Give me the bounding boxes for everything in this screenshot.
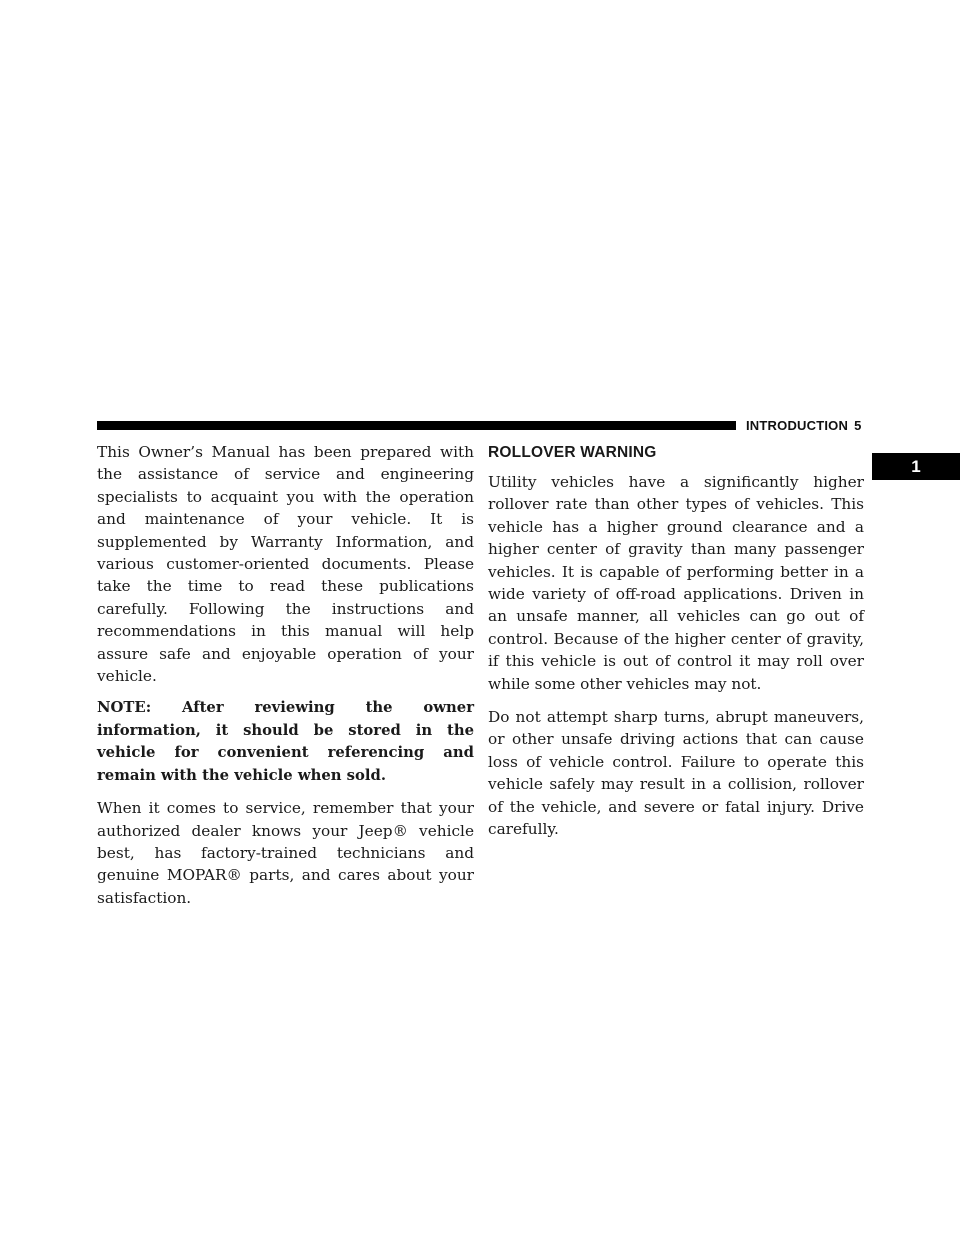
intro-paragraph: This Owner’s Manual has been prepared with the assistance of service and engineering specialists to acquaint you with the operation and maintenance of your vehicle. It is supplemented by Warranty Information, and various customer-oriented documents. Please take the time to read these publications carefully. Following the instructions and recommendations in this manual will help assure safe and enjoyable operation of your vehicle. [97,443,474,686]
rollover-paragraph-1: Utility vehicles have a significantly higher rollover rate than other types of vehicles. This vehicle has a higher ground clearance and a higher center of gravity than many passenger vehicles. It is capable of performing better in a wide variety of off-road applications. Driven in an unsafe manner, all vehicles can go out of control. Because of the higher center of gravity, if this vehicle is out of control it may roll over while some other vehicles may not. [488,473,864,693]
rollover-paragraph-2: Do not attempt sharp turns, abrupt maneuvers, or other unsafe driving actions that can cause loss of vehicle control. Failure to operate this vehicle safely may result in a collision, rollover of the vehicle, and severe or fatal injury. Drive carefully. [488,708,864,839]
header-rule [97,421,736,430]
chapter-tab: 1 [872,453,960,480]
section-title: INTRODUCTION [746,418,849,433]
running-header [746,418,866,433]
service-paragraph: When it comes to service, remember that your authorized dealer knows your Jeep® vehicle best, has factory-trained technicians and genuine MOPAR® parts, and cares about your satisfaction. [97,799,474,907]
rollover-warning-heading: ROLLOVER WARNING [488,444,657,461]
page-number: 5 [854,418,862,433]
note-paragraph: NOTE: After reviewing the owner information, it should be stored in the vehicle for convenient referencing and remain with the vehicle when sold. [97,699,474,784]
right-column [488,441,864,852]
left-column [97,441,474,919]
